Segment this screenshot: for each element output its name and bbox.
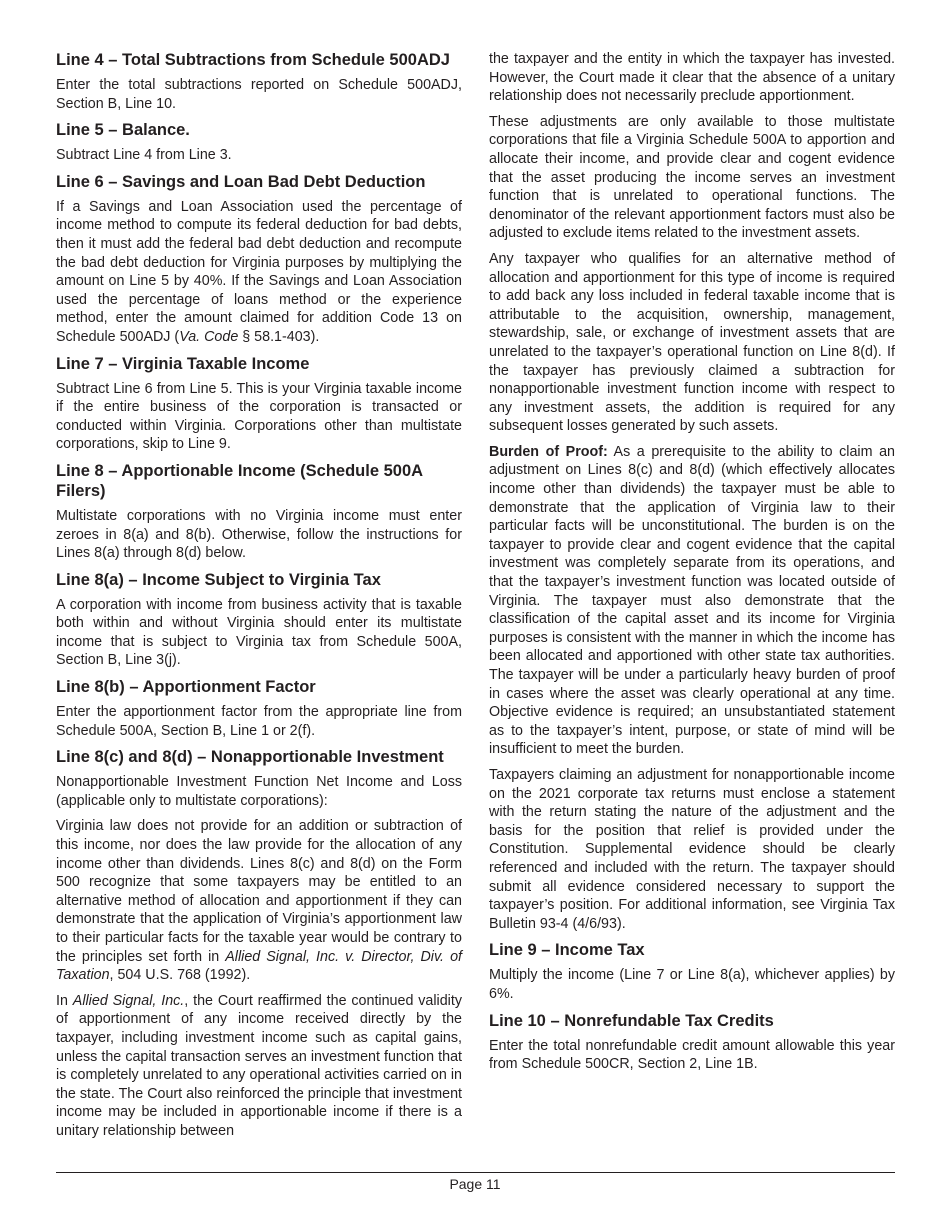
text-run: As a prerequisite to the ability to claim an adjustment on Lines 8(c) and 8(d) (which effectively allocates income other than dividends) the taxpayer must be able to demonstrate that the application of Virginia law to their particular facts will be unconstitutional. The burden is on the taxpayer to provide clear and cogent evidence that the capital investment was completely separate from its operations, and that the taxpayer’s investment function was located outside of Virginia. The taxpayer must also demonstrate that the classification of the capital asset and its income for Virginia purposes is consistent with the manner in which the income has been allocated and apportioned with other state tax authorities. The taxpayer will be under a particularly heavy burden of proof in cases where the asset was clearly operational at any time. Objective evidence is required; an unsubstantiated statement as to the taxpayer’s intent, purpose, or state of mind will be insufficient to meet the burden. xyxy=(489,443,895,758)
footer-divider xyxy=(56,1172,895,1173)
paragraph-line-8c-law xyxy=(56,817,462,984)
paragraph-line-8a: A corporation with income from business activity that is taxable both within and without Virginia should enter its multistate income that is subject to Virginia tax from Schedule 500A, Section B, Line 3(j). xyxy=(56,596,462,669)
paragraph-taxpayers-claiming: Taxpayers claiming an adjustment for nonapportionable income on the 2021 corporate tax returns must enclose a statement with the return stating the nature of the adjustment and the basis for the position that relief is provided under the Constitution. Supplemental evidence should be clearly referenced and included with the return. The taxpayer should submit all evidence considered necessary to support the taxpayer’s position. For additional information, see Virginia Tax Bulletin 93-4 (4/6/93). xyxy=(489,766,895,932)
heading-line-8b: Line 8(b) – Apportionment Factor xyxy=(56,678,316,697)
paragraph-line-5: Subtract Line 4 from Line 3. xyxy=(56,147,232,164)
paragraph-burden-of-proof xyxy=(489,443,895,759)
heading-line-7: Line 7 – Virginia Taxable Income xyxy=(56,354,310,373)
paragraph-continued: the taxpayer and the entity in which the taxpayer has invested. However, the Court made it clear that the absence of a unitary relationship does not necessarily preclude apportionment. xyxy=(489,51,895,105)
left-column xyxy=(56,50,462,1148)
heading-line-5: Line 5 – Balance. xyxy=(56,121,190,140)
paragraph-adjustments: These adjustments are only available to those multistate corporations that file a Virginia Schedule 500A to apportion and allocate their income, and provide clear and cogent evidence that the asset producing the income serves an investment function that is unrelated to operational functions. The denominator of the relevant apportionment factors must also be adjusted to exclude items related to the investment assets. xyxy=(489,113,895,242)
paragraph-line-7: Subtract Line 6 from Line 5. This is your Virginia taxable income if the entire business of the corporation is transacted or conducted within Virginia. Corporations other than multistate corporations, skip to Line 9. xyxy=(56,380,462,453)
paragraph-line-8b: Enter the apportionment factor from the appropriate line from Schedule 500A, Section B, Line 1 or 2(f). xyxy=(56,704,462,739)
paragraph-line-8c-court xyxy=(56,992,462,1141)
heading-line-6: Line 6 – Savings and Loan Bad Debt Deduction xyxy=(56,172,426,191)
italic-case-name: Allied Signal, Inc. xyxy=(72,992,185,1009)
paragraph-line-10: Enter the total nonrefundable credit amount allowable this year from Schedule 500CR, Section 2, Line 1B. xyxy=(489,1037,895,1073)
heading-line-8a: Line 8(a) – Income Subject to Virginia Tax xyxy=(56,570,381,589)
heading-line-8: Line 8 – Apportionable Income (Schedule 500A Filers) xyxy=(56,461,423,500)
paragraph-line-8c-intro: Nonapportionable Investment Function Net Income and Loss (applicable only to multistate corporations): xyxy=(56,774,462,809)
paragraph-qualifies: Any taxpayer who qualifies for an alternative method of allocation and apportionment for this type of income is required to add back any loss included in federal taxable income that is attributable to the acquisition, ownership, management, stewardship, sale, or exchange of investment assets that are unrelated to the taxpayer’s operational function on Line 8(d). If the taxpayer has previously claimed a subtraction for nonapportionable investment function income with respect to any investment assets, the addition is required for any subsequent losses generated by such assets. xyxy=(489,250,895,435)
italic-citation: Va. Code xyxy=(179,328,239,345)
paragraph-line-6 xyxy=(56,198,462,347)
right-column xyxy=(489,50,895,1081)
text-run: , 504 U.S. 768 (1992). xyxy=(109,967,251,984)
text-run: In xyxy=(56,992,73,1009)
page-number: Page 11 xyxy=(449,1176,501,1192)
bold-label: Burden of Proof: xyxy=(489,443,608,460)
text-run: § 58.1-403). xyxy=(238,328,320,345)
heading-line-10: Line 10 – Nonrefundable Tax Credits xyxy=(489,1011,774,1030)
text-run: , the Court reaffirmed the continued validity of apportionment of any income received directly by the taxpayer, including investment income such as capital gains, unless the capital transaction serves an investment function that is completely unrelated to any operational activities carried on in the state. The Court also reinforced the principle that investment income may be included in apportionable income if there is a unitary relationship between xyxy=(56,992,462,1139)
text-run: If a Savings and Loan Association used the percentage of income method to compute its federal deduction for bad debts, then it must add the federal bad debt deduction and recompute the bad debt deduction for Virginia purposes by multiplying the amount on Line 5 by 40%. If the Savings and Loan Association used the percentage of loans method or the experience method, enter the amount claimed for addition Code 13 on Schedule 500ADJ ( xyxy=(56,198,462,345)
text-run: Virginia law does not provide for an addition or subtraction of this income, nor does the law provide for the allocation of any income other than dividends. Lines 8(c) and 8(d) on the Form 500 recognize that some taxpayers may be entitled to an alternative method of allocation and apportionment if they can demonstrate that the application of Virginia’s apportionment law to their particular facts for the taxable year would be contrary to the principles set forth in xyxy=(56,818,462,965)
heading-line-4: Line 4 – Total Subtractions from Schedule 500ADJ xyxy=(56,51,450,69)
paragraph-line-8: Multistate corporations with no Virginia income must enter zeroes in 8(a) and 8(b). Otherwise, follow the instructions for Lines 8(a) through 8(d) below. xyxy=(56,507,462,562)
heading-line-9: Line 9 – Income Tax xyxy=(489,941,645,960)
paragraph-line-9: Multiply the income (Line 7 or Line 8(a), whichever applies) by 6%. xyxy=(489,967,895,1002)
paragraph-line-4: Enter the total subtractions reported on Schedule 500ADJ, Section B, Line 10. xyxy=(56,77,462,112)
italic-case-name: Allied Signal, Inc. v. Director, Div. of Taxation xyxy=(56,948,462,984)
heading-line-8c-8d: Line 8(c) and 8(d) – Nonapportionable Investment xyxy=(56,748,444,767)
